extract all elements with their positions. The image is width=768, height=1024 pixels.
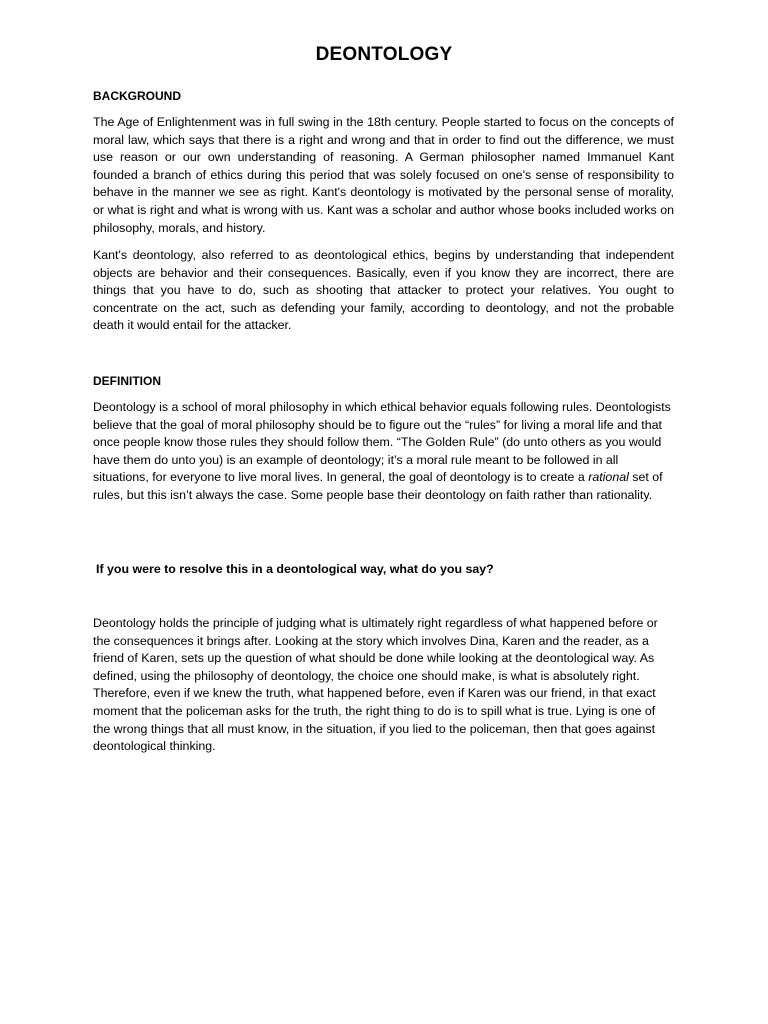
answer-paragraph: Deontology holds the principle of judging what is ultimately right regardless of what happened before or the consequences it brings after. Looking at the story which involves Dina, Karen and the reader, as a friend of Karen, sets up the question of what should be done while looking at the deontological way. As defined, using the philosophy of deontology, the choice one should make, is what is absolutely right. Therefore, even if we knew the truth, what happened before, even if Karen was our friend, in that exact moment that the policeman asks for the truth, the right thing to do is to spill what is true. Lying is one of the wrong things that all must know, in the situation, if you lied to the policeman, then that goes against deontological thinking. — [93, 616, 658, 754]
background-paragraph-1: The Age of Enlightenment was in full swing in the 18th century. People started to focus on the concepts of moral law, which says that there is a right and wrong and that in order to find out the difference, we must use reason or our own understanding of reasoning. A German philosopher named Immanuel Kant founded a branch of ethics during this period that was solely focused on one's sense of responsibility to behave in the manner we see as right. Kant's deontology is motivated by the personal sense of morality, or what is right and what is wrong with us. Kant was a scholar and author whose books included works on philosophy, morals, and history. — [93, 115, 674, 235]
definition-text-end: set of rules, but this isn’t always the case. Some people base their deontology on faith rather than rationality. — [93, 470, 663, 502]
definition-italic-word: rational — [588, 470, 629, 485]
background-paragraph-2: Kant's deontology, also referred to as deontological ethics, begins by understanding that independent objects are behavior and their consequences. Basically, even if you know they are incorrect, there are things that you have to do, such as shooting that attacker to protect your relatives. You ought to concentrate on the act, such as defending your family, according to deontology, and not the probable death it would entail for the attacker. — [93, 248, 674, 333]
definition-heading: DEFINITION — [93, 374, 161, 388]
definition-text-start: Deontology is a school of moral philosophy in which ethical behavior equals following rules. Deontologists believe that the goal of moral philosophy should be to figure out the “rules” for living a moral life and that once people know those rules they should follow them. “The Golden Rule” (do unto others as you would have them do unto you) is an example of deontology; it’s a moral rule meant to be followed in all situations, for everyone to live moral lives. In general, the goal of deontology is to create a — [93, 400, 671, 485]
definition-paragraph — [93, 399, 674, 505]
question-text: If you were to resolve this in a deontological way, what do you say? — [96, 562, 494, 576]
document-title: DEONTOLOGY — [315, 44, 453, 65]
background-heading: BACKGROUND — [93, 89, 181, 103]
